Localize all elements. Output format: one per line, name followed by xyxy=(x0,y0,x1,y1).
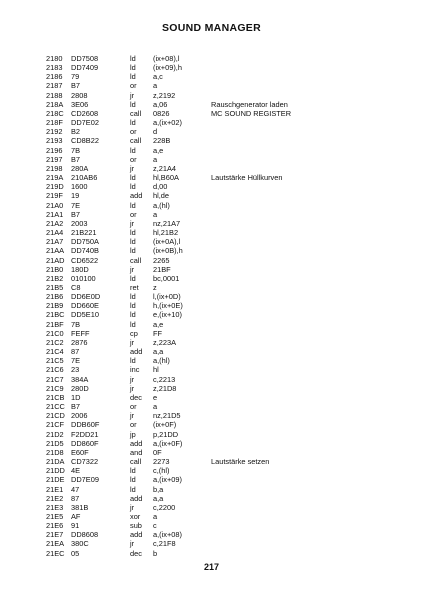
opcode-bytes: 280D xyxy=(71,383,89,393)
mnemonic: call xyxy=(130,457,142,467)
mnemonic: add xyxy=(130,347,143,357)
mnemonic: or xyxy=(130,81,137,91)
page-title: SOUND MANAGER xyxy=(162,22,261,34)
operand: hl,B60A xyxy=(153,173,179,183)
mnemonic: ret xyxy=(130,283,139,292)
operand: nz,21A7 xyxy=(153,218,181,228)
address: 2193 xyxy=(46,136,63,146)
address: 219A xyxy=(46,173,64,183)
address: 21E3 xyxy=(46,502,64,512)
opcode-bytes: 1600 xyxy=(71,182,88,192)
address: 21CD xyxy=(46,411,65,421)
operand: a,06 xyxy=(153,99,168,109)
address: 21B5 xyxy=(46,283,64,292)
address: 21EA xyxy=(46,539,65,549)
address: 21E5 xyxy=(46,512,64,521)
operand: a xyxy=(153,209,158,219)
address: 21D2 xyxy=(46,429,64,439)
mnemonic: ld xyxy=(130,310,136,320)
opcode-bytes: 2876 xyxy=(71,337,88,347)
address: 21C0 xyxy=(46,328,64,338)
address: 219D xyxy=(46,182,64,192)
operand: hl,21B2 xyxy=(153,228,179,238)
address: 21C6 xyxy=(46,365,64,375)
mnemonic: ld xyxy=(130,72,136,82)
address: 2197 xyxy=(46,154,63,164)
mnemonic: inc xyxy=(130,365,140,375)
opcode-bytes: DD750A xyxy=(71,237,99,247)
mnemonic: ld xyxy=(130,246,136,256)
address: 21A4 xyxy=(46,228,64,238)
mnemonic: or xyxy=(130,209,137,219)
mnemonic: ld xyxy=(130,319,136,329)
operand: a,c xyxy=(153,72,163,82)
address: 2198 xyxy=(46,163,63,173)
mnemonic: ld xyxy=(130,466,136,476)
mnemonic: ld xyxy=(130,118,136,128)
opcode-bytes: 7E xyxy=(71,200,81,210)
opcode-bytes: DD7508 xyxy=(71,54,99,63)
mnemonic: jp xyxy=(130,429,136,439)
operand: c,2213 xyxy=(153,374,176,384)
operand: h,(ix+0E) xyxy=(153,301,183,311)
opcode-bytes: 79 xyxy=(71,72,80,82)
opcode-bytes: 21B221 xyxy=(71,228,97,238)
address: 21CB xyxy=(46,392,65,402)
operand: z,223A xyxy=(153,337,177,347)
opcode-bytes: DD6E0D xyxy=(71,292,101,302)
opcode-bytes: DD8608 xyxy=(71,530,99,540)
operand: a xyxy=(153,402,158,412)
address: 21DA xyxy=(46,457,65,467)
operand: 228B xyxy=(153,136,171,146)
address: 21DE xyxy=(46,475,65,485)
mnemonic: ld xyxy=(130,200,136,210)
address: 2183 xyxy=(46,63,63,73)
opcode-bytes: 210AB6 xyxy=(71,173,98,183)
address: 21AD xyxy=(46,255,65,265)
opcode-bytes: FEFF xyxy=(71,328,90,338)
mnemonic: ld xyxy=(130,237,136,247)
operand: a,(ix+08) xyxy=(153,530,182,540)
mnemonic: ld xyxy=(130,63,136,73)
comment: Lautstärke setzen xyxy=(211,457,270,467)
page-number: 217 xyxy=(203,562,220,572)
mnemonic: or xyxy=(130,420,137,430)
address: 21B9 xyxy=(46,301,64,311)
operand: hl,de xyxy=(153,191,170,201)
opcode-bytes: 2003 xyxy=(71,218,88,228)
opcode-bytes: 87 xyxy=(71,347,80,357)
mnemonic: add xyxy=(130,191,143,201)
mnemonic: ld xyxy=(130,356,136,366)
mnemonic: or xyxy=(130,127,137,137)
mnemonic: add xyxy=(130,530,143,540)
address: 21E1 xyxy=(46,484,64,494)
operand: c,(hl) xyxy=(153,466,170,476)
operand: a,(ix+02) xyxy=(153,118,182,128)
opcode-bytes: 23 xyxy=(71,365,80,375)
opcode-bytes: DD7E02 xyxy=(71,118,99,128)
address: 219F xyxy=(46,191,63,201)
address: 21CF xyxy=(46,420,65,430)
mnemonic: jr xyxy=(130,411,135,421)
operand: a,e xyxy=(153,319,164,329)
operand: z xyxy=(153,283,157,292)
comment: MC SOUND REGISTER xyxy=(211,108,292,118)
operand: nz,21D5 xyxy=(153,411,181,421)
opcode-bytes: B7 xyxy=(71,154,81,164)
mnemonic: call xyxy=(130,136,142,146)
address: 2180 xyxy=(46,54,63,63)
mnemonic: jr xyxy=(130,163,135,173)
operand: (ix+0F) xyxy=(153,420,177,430)
address: 21C9 xyxy=(46,383,64,393)
operand: z,2192 xyxy=(153,90,176,100)
mnemonic: jr xyxy=(130,502,135,512)
mnemonic: call xyxy=(130,255,142,265)
opcode-bytes: 380C xyxy=(71,539,89,549)
address: 21E2 xyxy=(46,493,64,503)
opcode-bytes: 381B xyxy=(71,502,89,512)
listing-row xyxy=(0,549,423,559)
opcode-bytes: B7 xyxy=(71,81,81,91)
operand: d xyxy=(153,127,158,137)
operand: a,(hl) xyxy=(153,356,170,366)
address: 2186 xyxy=(46,72,63,82)
opcode-bytes: DD7E09 xyxy=(71,475,99,485)
opcode-bytes: 91 xyxy=(71,521,80,531)
operand: 2265 xyxy=(153,255,170,265)
mnemonic: add xyxy=(130,438,143,448)
opcode-bytes: 010100 xyxy=(71,273,96,283)
address: 21A1 xyxy=(46,209,64,219)
operand: c,2200 xyxy=(153,502,176,512)
mnemonic: ld xyxy=(130,301,136,311)
mnemonic: ld xyxy=(130,228,136,238)
mnemonic: add xyxy=(130,493,143,503)
opcode-bytes: 280A xyxy=(71,163,89,173)
address: 21EC xyxy=(46,548,65,558)
operand: (ix+09),h xyxy=(153,63,182,73)
operand: b xyxy=(153,548,158,558)
opcode-bytes: 1D xyxy=(71,392,81,402)
address: 21B0 xyxy=(46,264,64,274)
comment: Lautstärke Hüllkurven xyxy=(211,173,283,183)
operand: a xyxy=(153,512,158,521)
mnemonic: dec xyxy=(130,548,142,558)
operand: c,21F8 xyxy=(153,539,176,549)
address: 21CC xyxy=(46,402,65,412)
mnemonic: jr xyxy=(130,383,135,393)
address: 2187 xyxy=(46,81,63,91)
opcode-bytes: DD5E10 xyxy=(71,310,99,320)
mnemonic: jr xyxy=(130,218,135,228)
operand: a,(ix+09) xyxy=(153,475,182,485)
opcode-bytes: DD7409 xyxy=(71,63,99,73)
opcode-bytes: DD740B xyxy=(71,246,99,256)
mnemonic: ld xyxy=(130,182,136,192)
address: 2196 xyxy=(46,145,63,155)
opcode-bytes: B7 xyxy=(71,209,81,219)
address: 21AA xyxy=(46,246,65,256)
opcode-bytes: B7 xyxy=(71,402,81,412)
mnemonic: and xyxy=(130,447,143,457)
mnemonic: call xyxy=(130,108,142,118)
opcode-bytes: C8 xyxy=(71,283,81,292)
mnemonic: xor xyxy=(130,512,141,521)
address: 21B2 xyxy=(46,273,64,283)
address: 21C2 xyxy=(46,337,64,347)
operand: (ix+0B),h xyxy=(153,246,183,256)
mnemonic: jr xyxy=(130,539,135,549)
address: 21DD xyxy=(46,466,65,476)
address: 2192 xyxy=(46,127,63,137)
mnemonic: or xyxy=(130,154,137,164)
operand: p,21DD xyxy=(153,429,179,439)
operand: b,a xyxy=(153,484,164,494)
address: 21B6 xyxy=(46,292,64,302)
mnemonic: sub xyxy=(130,521,142,531)
opcode-bytes: DD660E xyxy=(71,301,99,311)
mnemonic: jr xyxy=(130,337,135,347)
opcode-bytes: 2808 xyxy=(71,90,88,100)
mnemonic: jr xyxy=(130,374,135,384)
mnemonic: jr xyxy=(130,264,135,274)
opcode-bytes: 384A xyxy=(71,374,89,384)
operand: 0826 xyxy=(153,108,170,118)
operand: z,21D8 xyxy=(153,383,177,393)
mnemonic: ld xyxy=(130,484,136,494)
mnemonic: or xyxy=(130,402,137,412)
opcode-bytes: 4E xyxy=(71,466,81,476)
operand: 21BF xyxy=(153,264,171,274)
operand: 2273 xyxy=(153,457,170,467)
opcode-bytes: AF xyxy=(71,512,81,521)
address: 21C7 xyxy=(46,374,64,384)
operand: a,a xyxy=(153,493,164,503)
address: 21BF xyxy=(46,319,64,329)
mnemonic: ld xyxy=(130,173,136,183)
operand: bc,0001 xyxy=(153,273,180,283)
opcode-bytes: 87 xyxy=(71,493,80,503)
operand: 0F xyxy=(153,447,162,457)
address: 21D8 xyxy=(46,447,64,457)
operand: z,21A4 xyxy=(153,163,177,173)
address: 21E7 xyxy=(46,530,64,540)
opcode-bytes: CD2608 xyxy=(71,108,99,118)
address: 21A2 xyxy=(46,218,64,228)
opcode-bytes: 7B xyxy=(71,145,81,155)
address: 21A7 xyxy=(46,237,64,247)
opcode-bytes: 180D xyxy=(71,264,89,274)
address: 21E6 xyxy=(46,521,64,531)
address: 218F xyxy=(46,118,63,128)
opcode-bytes: 2006 xyxy=(71,411,88,421)
mnemonic: ld xyxy=(130,99,136,109)
operand: d,00 xyxy=(153,182,168,192)
mnemonic: jr xyxy=(130,90,135,100)
opcode-bytes: DD860F xyxy=(71,438,99,448)
opcode-bytes: 47 xyxy=(71,484,80,494)
opcode-bytes: DDB60F xyxy=(71,420,100,430)
opcode-bytes: CD6522 xyxy=(71,255,99,265)
operand: (ix+0A),l xyxy=(153,237,181,247)
mnemonic: ld xyxy=(130,145,136,155)
address: 21BC xyxy=(46,310,65,320)
mnemonic: dec xyxy=(130,392,142,402)
operand: c xyxy=(153,521,157,531)
operand: (ix+08),l xyxy=(153,54,180,63)
mnemonic: cp xyxy=(130,328,138,338)
opcode-bytes: 7B xyxy=(71,319,81,329)
operand: e,(ix+10) xyxy=(153,310,182,320)
opcode-bytes: B2 xyxy=(71,127,81,137)
operand: l,(ix+0D) xyxy=(153,292,181,302)
operand: FF xyxy=(153,328,163,338)
opcode-bytes: E60F xyxy=(71,447,89,457)
address: 218C xyxy=(46,108,64,118)
opcode-bytes: 19 xyxy=(71,191,80,201)
operand: a,e xyxy=(153,145,164,155)
address: 21D5 xyxy=(46,438,64,448)
operand: hl xyxy=(153,365,159,375)
opcode-bytes: CD8B22 xyxy=(71,136,99,146)
operand: a,(hl) xyxy=(153,200,170,210)
mnemonic: ld xyxy=(130,54,136,63)
comment: Rauschgenerator laden xyxy=(211,99,288,109)
opcode-bytes: 05 xyxy=(71,548,80,558)
address: 2188 xyxy=(46,90,63,100)
address: 21C4 xyxy=(46,347,64,357)
mnemonic: ld xyxy=(130,475,136,485)
operand: a,a xyxy=(153,347,164,357)
operand: a,(ix+0F) xyxy=(153,438,183,448)
operand: a xyxy=(153,81,158,91)
address: 21A0 xyxy=(46,200,64,210)
address: 218A xyxy=(46,99,64,109)
opcode-bytes: F2DD21 xyxy=(71,429,99,439)
opcode-bytes: 3E06 xyxy=(71,99,89,109)
address: 21C5 xyxy=(46,356,64,366)
operand: a xyxy=(153,154,158,164)
mnemonic: ld xyxy=(130,292,136,302)
opcode-bytes: CD7322 xyxy=(71,457,99,467)
opcode-bytes: 7E xyxy=(71,356,81,366)
mnemonic: ld xyxy=(130,273,136,283)
operand: e xyxy=(153,392,158,402)
